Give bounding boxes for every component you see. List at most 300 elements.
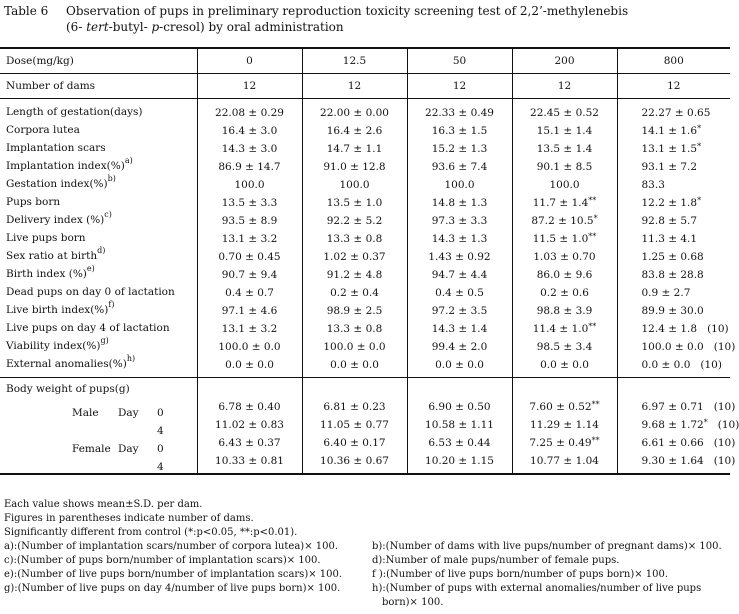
value-cell <box>407 415 512 433</box>
value-cell <box>617 265 730 283</box>
cell-value: 7.25 ± 0.49 <box>529 437 592 450</box>
cell-value: 10.36 ± 0.67 <box>320 455 389 468</box>
dams-count: 12 <box>617 74 730 99</box>
cell-value: 0.0 ± 0.0 <box>330 359 379 371</box>
cell-value: 10.33 ± 0.81 <box>215 455 284 468</box>
value-cell <box>617 229 730 247</box>
cell-value: 16.4 ± 2.6 <box>326 125 383 137</box>
cell-value: 15.1 ± 1.4 <box>536 125 593 137</box>
cell-value: 9.30 ± 1.64 <box>641 455 704 468</box>
value-cell <box>617 121 730 139</box>
body-weight-title: Body weight of pups(g) <box>6 383 130 396</box>
cell-value: 11.02 ± 0.83 <box>215 419 284 432</box>
row-label-text: Live pups born <box>6 231 86 244</box>
cell-value: 13.5 ± 1.4 <box>536 143 593 155</box>
value-cell <box>617 103 730 121</box>
body-weight-section <box>0 378 739 475</box>
cell-value: 13.1 ± 3.2 <box>221 233 278 245</box>
row-label <box>0 229 197 247</box>
cell-value: 99.4 ± 2.0 <box>431 341 488 353</box>
cell-value: 94.7 ± 4.4 <box>431 269 488 281</box>
cell-value: 100.0 <box>444 179 475 191</box>
row-label <box>0 175 197 193</box>
row-label-text: Live birth index(%) <box>6 303 109 316</box>
value-cell <box>407 301 512 319</box>
value-cell <box>302 319 407 337</box>
value-cell <box>302 301 407 319</box>
dose-row <box>0 48 730 74</box>
value-cell <box>512 103 617 121</box>
cell-value: 22.27 ± 0.65 <box>641 107 711 119</box>
table-row <box>0 301 730 319</box>
value-cell <box>407 121 512 139</box>
cell-value: 0.0 ± 0.0 <box>641 359 691 371</box>
dams-row <box>0 74 730 99</box>
value-cell <box>302 433 407 451</box>
value-cell <box>512 121 617 139</box>
value-cell <box>617 319 730 337</box>
value-cell <box>512 319 617 337</box>
cell-value: 6.97 ± 0.71 <box>641 401 704 414</box>
cell-value: 13.1 ± 3.2 <box>221 323 278 335</box>
cell-value: 92.8 ± 5.7 <box>641 215 698 227</box>
cell-value: 6.40 ± 0.17 <box>323 437 386 450</box>
value-cell <box>197 247 302 265</box>
table-row <box>0 175 730 193</box>
significance-marker: * <box>593 214 598 223</box>
row-label <box>0 103 197 121</box>
value-cell <box>302 451 407 469</box>
dams-count: 12 <box>197 74 302 99</box>
table-title <box>66 3 726 35</box>
cell-value: 0.0 ± 0.0 <box>225 359 274 371</box>
value-cell <box>512 301 617 319</box>
value-cell <box>197 139 302 157</box>
value-cell <box>302 397 407 415</box>
value-cell <box>512 397 617 415</box>
row-label <box>0 121 197 139</box>
cell-value: 87.2 ± 10.5 <box>531 215 594 227</box>
significance-marker: ** <box>591 436 600 446</box>
dams-label: Number of dams <box>0 74 197 99</box>
dam-count-note: (10) <box>713 455 736 468</box>
cell-value: 12.2 ± 1.8 <box>641 197 698 209</box>
value-cell <box>407 397 512 415</box>
value-cell <box>407 211 512 229</box>
significance-marker: * <box>703 418 708 428</box>
cell-value: 89.9 ± 30.0 <box>641 305 704 317</box>
table-row <box>0 247 730 265</box>
row-label-text: Implantation scars <box>6 141 106 154</box>
cell-value: 11.3 ± 4.1 <box>641 233 698 245</box>
value-cell <box>512 433 617 451</box>
day-label: Day <box>118 407 139 420</box>
value-cell <box>617 283 730 301</box>
cell-value: 0.4 ± 0.5 <box>435 287 484 299</box>
value-cell <box>617 211 730 229</box>
cell-value: 93.5 ± 8.9 <box>221 215 278 227</box>
row-label-text: Length of gestation(days) <box>6 105 143 118</box>
dose-12-5: 12.5 <box>302 48 407 74</box>
note-line: Each value shows mean±S.D. per dam. <box>4 499 203 510</box>
row-label <box>0 355 197 373</box>
value-cell <box>302 247 407 265</box>
cell-value: 14.3 ± 3.0 <box>221 143 278 155</box>
cell-value: 0.0 ± 0.0 <box>435 359 484 371</box>
value-cell <box>512 337 617 355</box>
spacer-row <box>0 469 730 474</box>
row-label <box>0 211 197 229</box>
cell-value: 11.05 ± 0.77 <box>320 419 389 432</box>
value-cell <box>407 103 512 121</box>
title-line-2 <box>66 19 726 35</box>
table-row <box>0 157 730 175</box>
value-cell <box>197 175 302 193</box>
value-cell <box>197 103 302 121</box>
cell-value: 97.1 ± 4.6 <box>221 305 278 317</box>
significance-marker: * <box>697 196 702 205</box>
cell-value: 0.70 ± 0.45 <box>218 251 281 263</box>
value-cell <box>302 103 407 121</box>
value-cell <box>512 139 617 157</box>
dam-count-note: (10) <box>713 401 736 414</box>
footnote-definition: h):(Number of pups with external anomalies/number of live pups born)× 100. <box>372 583 702 608</box>
value-cell <box>407 193 512 211</box>
cell-value: 100.0 ± 0.0 <box>641 341 704 353</box>
value-cell <box>197 337 302 355</box>
sex-label: Female <box>72 443 111 456</box>
significance-marker: * <box>697 142 702 151</box>
value-cell <box>512 211 617 229</box>
value-cell <box>197 433 302 451</box>
title-italic: p <box>151 20 160 34</box>
value-cell <box>197 265 302 283</box>
cell-value: 93.1 ± 7.2 <box>641 161 698 173</box>
value-cell <box>197 283 302 301</box>
value-cell <box>197 157 302 175</box>
dams-count: 12 <box>512 74 617 99</box>
cell-value: 86.9 ± 14.7 <box>218 161 281 173</box>
body-weight-label <box>0 415 197 438</box>
body-weight-label <box>0 397 197 420</box>
spacer <box>302 469 407 474</box>
value-cell <box>302 157 407 175</box>
cell-value: 100.0 <box>339 179 370 191</box>
table-row <box>0 103 730 121</box>
spacer <box>197 469 302 474</box>
footnote-ref: g) <box>100 335 109 345</box>
value-cell <box>197 382 302 397</box>
value-cell <box>302 193 407 211</box>
table-row <box>0 283 730 301</box>
row-label <box>0 337 197 355</box>
footnote-definition: e):(Number of live pups born/number of implantation scars)× 100. <box>4 569 343 580</box>
value-cell <box>197 355 302 373</box>
cell-value: 98.9 ± 2.5 <box>326 305 383 317</box>
table-row <box>0 355 730 373</box>
dose-0: 0 <box>197 48 302 74</box>
value-cell <box>407 337 512 355</box>
value-cell <box>407 283 512 301</box>
dam-count-note: (10) <box>713 437 736 450</box>
value-cell <box>302 415 407 433</box>
cell-value: 16.3 ± 1.5 <box>431 125 488 137</box>
cell-value: 86.0 ± 9.6 <box>536 269 593 281</box>
spacer <box>512 469 617 474</box>
footnote-definition: f ):(Number of live pups born/number of pups born)× 100. <box>372 569 669 580</box>
value-cell <box>512 451 617 469</box>
footnote-definition: a):(Number of implantation scars/number of corpora lutea)× 100. <box>4 541 339 552</box>
spacer <box>0 469 197 474</box>
significance-marker: ** <box>591 400 600 410</box>
value-cell <box>407 157 512 175</box>
day-number: 4 <box>157 461 164 474</box>
cell-value: 9.68 ± 1.72 <box>641 419 704 432</box>
spacer <box>617 469 730 474</box>
value-cell <box>617 355 730 373</box>
value-cell <box>302 283 407 301</box>
dose-800: 800 <box>617 48 730 74</box>
cell-value: 14.3 ± 1.3 <box>431 233 488 245</box>
cell-value: 14.1 ± 1.6 <box>641 125 698 137</box>
cell-value: 10.77 ± 1.04 <box>530 455 599 468</box>
cell-value: 11.7 ± 1.4 <box>532 197 589 209</box>
value-cell <box>617 415 739 433</box>
row-label-text: Pups born <box>6 195 61 208</box>
results-table <box>0 47 739 475</box>
dose-200: 200 <box>512 48 617 74</box>
cell-value: 14.3 ± 1.4 <box>431 323 488 335</box>
title-italic: tert <box>86 20 109 34</box>
value-cell <box>617 139 730 157</box>
value-cell <box>302 121 407 139</box>
cell-value: 91.2 ± 4.8 <box>326 269 383 281</box>
cell-value: 100.0 ± 0.0 <box>218 341 281 353</box>
cell-value: 10.20 ± 1.15 <box>425 455 494 468</box>
row-label-text: Birth index (%) <box>6 267 87 280</box>
value-cell <box>617 301 730 319</box>
row-label-text: Implantation index(%) <box>6 159 125 172</box>
table-row <box>0 265 730 283</box>
row-label-text: Dead pups on day 0 of lactation <box>6 285 175 298</box>
row-label <box>0 319 197 337</box>
value-cell <box>407 382 512 397</box>
value-cell <box>617 433 736 451</box>
value-cell <box>617 397 736 415</box>
cell-value: 7.60 ± 0.52 <box>529 401 592 414</box>
body-weight-row <box>0 415 730 433</box>
value-cell <box>407 247 512 265</box>
value-cell <box>512 193 617 211</box>
cell-value: 93.6 ± 7.4 <box>431 161 488 173</box>
cell-value: 13.3 ± 0.8 <box>326 233 383 245</box>
value-cell <box>302 211 407 229</box>
value-cell <box>407 175 512 193</box>
cell-value: 12.4 ± 1.8 <box>641 323 698 335</box>
cell-value: 83.8 ± 28.8 <box>641 269 704 281</box>
cell-value: 0.4 ± 0.7 <box>225 287 274 299</box>
row-label-text: Gestation index(%) <box>6 177 108 190</box>
cell-value: 100.0 ± 0.0 <box>323 341 386 353</box>
day-label: Day <box>118 443 139 456</box>
row-label <box>0 157 197 175</box>
cell-value: 13.3 ± 0.8 <box>326 323 383 335</box>
cell-value: 0.9 ± 2.7 <box>641 287 691 299</box>
value-cell <box>512 355 617 373</box>
row-label <box>0 139 197 157</box>
cell-value: 1.03 ± 0.70 <box>533 251 596 263</box>
cell-value: 0.2 ± 0.6 <box>540 287 589 299</box>
footnote-definition: b):(Number of dams with live pups/number of pregnant dams)× 100. <box>372 541 722 552</box>
value-cell <box>197 319 302 337</box>
footnote-definition: g):(Number of live pups on day 4/number of live pups born)× 100. <box>4 583 341 594</box>
value-cell <box>407 451 512 469</box>
value-cell <box>617 175 730 193</box>
value-cell <box>407 229 512 247</box>
footnote-ref: c) <box>104 209 112 219</box>
row-label-text: Live pups on day 4 of lactation <box>6 321 170 334</box>
value-cell <box>197 415 302 433</box>
row-label-text: Sex ratio at birth <box>6 249 98 262</box>
row-label <box>0 301 197 319</box>
cell-value: 22.33 ± 0.49 <box>425 107 494 119</box>
table-number: Table 6 <box>4 4 49 18</box>
value-cell <box>302 382 407 397</box>
value-cell <box>512 283 617 301</box>
cell-value: 6.53 ± 0.44 <box>428 437 491 450</box>
value-cell <box>407 319 512 337</box>
day-number: 0 <box>157 443 164 456</box>
body-weight-title-row <box>0 382 730 397</box>
cell-value: 98.5 ± 3.4 <box>536 341 593 353</box>
footnote-ref: d) <box>97 245 106 255</box>
cell-value: 14.7 ± 1.1 <box>326 143 383 155</box>
cell-value: 0.2 ± 0.4 <box>330 287 379 299</box>
cell-value: 14.8 ± 1.3 <box>431 197 488 209</box>
dam-count-note: (10) <box>713 341 736 353</box>
dose-50: 50 <box>407 48 512 74</box>
cell-value: 98.8 ± 3.9 <box>536 305 593 317</box>
title-text: (6- <box>66 20 87 34</box>
row-label-text: Viability index(%) <box>6 339 101 352</box>
value-cell <box>512 247 617 265</box>
cell-value: 11.4 ± 1.0 <box>532 323 589 335</box>
value-cell <box>617 157 730 175</box>
sex-label: Male <box>72 407 99 420</box>
value-cell <box>407 265 512 283</box>
cell-value: 6.78 ± 0.40 <box>218 401 281 414</box>
value-cell <box>512 157 617 175</box>
day-number: 4 <box>157 425 164 438</box>
cell-value: 90.1 ± 8.5 <box>536 161 593 173</box>
table-row <box>0 139 730 157</box>
cell-value: 15.2 ± 1.3 <box>431 143 488 155</box>
value-cell <box>617 337 736 355</box>
cell-value: 11.29 ± 1.14 <box>530 419 599 432</box>
cell-value: 6.81 ± 0.23 <box>323 401 386 414</box>
row-label-text: External anomalies(%) <box>6 357 127 370</box>
body-weight-label <box>0 451 197 474</box>
cell-value: 83.3 <box>641 179 665 191</box>
footnotes-left <box>4 498 374 596</box>
value-cell <box>617 247 730 265</box>
title-text: -cresol) by oral administration <box>159 20 344 34</box>
cell-value: 13.1 ± 1.5 <box>641 143 698 155</box>
cell-value: 11.5 ± 1.0 <box>532 233 589 245</box>
table-body <box>0 99 736 378</box>
value-cell <box>617 382 730 397</box>
cell-value: 22.45 ± 0.52 <box>530 107 599 119</box>
value-cell <box>302 265 407 283</box>
value-cell <box>197 229 302 247</box>
day-number: 0 <box>157 407 164 420</box>
body-weight-label <box>0 433 197 456</box>
row-label <box>0 283 197 301</box>
cell-value: 1.25 ± 0.68 <box>641 251 704 263</box>
footnote-ref: h) <box>126 353 136 363</box>
value-cell <box>302 229 407 247</box>
value-cell <box>512 382 617 397</box>
cell-value: 6.43 ± 0.37 <box>218 437 281 450</box>
value-cell <box>197 121 302 139</box>
cell-value: 92.2 ± 5.2 <box>326 215 383 227</box>
table-row <box>0 121 730 139</box>
value-cell <box>512 229 617 247</box>
dose-label: Dose(mg/kg) <box>0 48 197 74</box>
row-label-text: Delivery index (%) <box>6 213 105 226</box>
significance-marker: ** <box>588 196 597 205</box>
footnote-definition: d):Number of male pups/number of female pups. <box>372 555 620 566</box>
value-cell <box>302 139 407 157</box>
row-label <box>0 247 197 265</box>
cell-value: 13.5 ± 3.3 <box>221 197 278 209</box>
cell-value: 6.90 ± 0.50 <box>428 401 491 414</box>
value-cell <box>617 451 736 469</box>
value-cell <box>302 175 407 193</box>
row-label <box>0 265 197 283</box>
dam-count-note: (10) <box>717 419 739 432</box>
value-cell <box>407 139 512 157</box>
body-weight-row <box>0 451 730 469</box>
cell-value: 6.61 ± 0.66 <box>641 437 704 450</box>
table-row <box>0 319 730 337</box>
table-header <box>0 48 730 99</box>
cell-value: 10.58 ± 1.11 <box>425 419 494 432</box>
cell-value: 91.0 ± 12.8 <box>323 161 386 173</box>
footnote-ref: b) <box>107 173 116 183</box>
footnote-ref: a) <box>124 155 133 165</box>
value-cell <box>617 193 730 211</box>
table-row <box>0 211 730 229</box>
cell-value: 13.5 ± 1.0 <box>326 197 383 209</box>
value-cell <box>407 355 512 373</box>
cell-value: 1.43 ± 0.92 <box>428 251 491 263</box>
footnote-ref: f) <box>108 299 115 309</box>
table-row <box>0 337 730 355</box>
note-line: Figures in parentheses indicate number of dams. <box>4 513 254 524</box>
cell-value: 100.0 <box>234 179 265 191</box>
cell-value: 97.3 ± 3.3 <box>431 215 488 227</box>
title-line-1: Observation of pups in preliminary reproduction toxicity screening test of 2,2’-methylenebis <box>66 4 629 18</box>
note-line: Significantly different from control (*:p<0.05, **:p<0.01). <box>4 527 298 538</box>
value-cell <box>197 301 302 319</box>
footnote-definition: c):(Number of pups born/number of implantation scars)× 100. <box>4 555 321 566</box>
cell-value: 97.2 ± 3.5 <box>431 305 488 317</box>
row-label <box>0 193 197 211</box>
dams-count: 12 <box>407 74 512 99</box>
value-cell <box>302 355 407 373</box>
cell-value: 100.0 <box>549 179 580 191</box>
